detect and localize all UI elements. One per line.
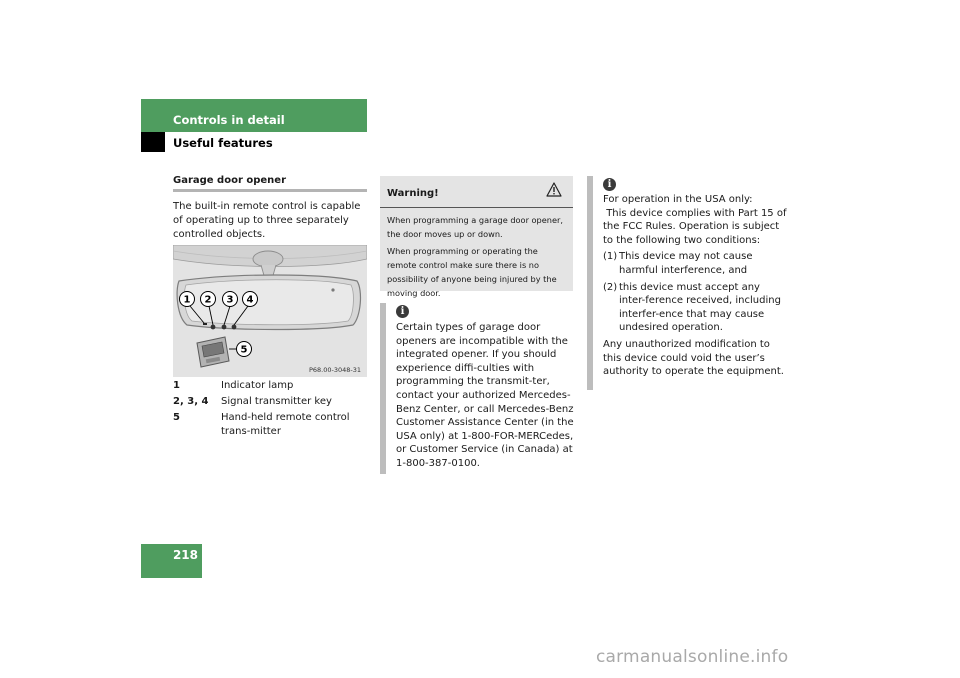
list-item-number: (2) xyxy=(603,281,618,293)
warning-body xyxy=(387,213,569,303)
chapter-title: Controls in detail xyxy=(173,113,285,127)
section-marker xyxy=(141,132,165,152)
garage-door-opener-heading: Garage door opener xyxy=(173,175,287,186)
legend-text: Signal transmitter key xyxy=(221,396,332,407)
legend-row xyxy=(173,378,370,394)
intro-paragraph: The built-in remote control is capable of operating up to three separately controlled objects. xyxy=(173,201,361,240)
figure-legend xyxy=(173,378,370,440)
legend-row xyxy=(173,394,370,410)
callout-3: 3 xyxy=(226,294,234,306)
info-sidebar-bar xyxy=(380,303,386,474)
callout-5: 5 xyxy=(240,344,248,356)
legend-row xyxy=(173,410,370,440)
warning-rule xyxy=(380,207,573,208)
list-item-text: This device may not cause harmful interference, and xyxy=(619,251,753,276)
page-number: 218 xyxy=(172,548,198,562)
watermark: carmanualsonline.info xyxy=(596,647,789,667)
callout-4: 4 xyxy=(246,294,254,306)
callout-1: 1 xyxy=(183,294,191,306)
info-icon: i xyxy=(396,305,409,318)
heading-rule xyxy=(173,189,367,192)
legend-key: 2, 3, 4 xyxy=(173,396,209,407)
info-sidebar-bar xyxy=(587,176,593,390)
compatibility-note: Certain types of garage door openers are incompatible with the integrated opener. If you should experience diffi-culties with programming the transmit-ter, contact your authorized Mercedes-Benz Center, or call Mercedes-Benz Customer Assistance Center (in the USA only) at 1-800-FOR-MERCedes, or Customer Service (in Canada) at 1-800-387-0100. xyxy=(396,322,574,469)
list-item xyxy=(603,250,788,277)
fcc-conditions-intro: This device complies with Part 15 of the FCC Rules. Operation is subject to the following two conditions: xyxy=(603,207,790,246)
list-item-number: (1) xyxy=(603,251,618,263)
warning-title: Warning! xyxy=(387,188,439,199)
warning-triangle-icon xyxy=(546,182,562,201)
fcc-lead: For operation in the USA only: xyxy=(603,194,753,205)
legend-key: 5 xyxy=(173,412,180,423)
rearview-mirror-figure xyxy=(173,245,367,377)
warning-paragraph: When programming or operating the remote control make sure there is no possibility of anyone being injured by the moving door. xyxy=(387,246,557,298)
fcc-closing: Any unauthorized modification to this device could void the user’s authority to operate the equipment. xyxy=(603,338,784,378)
figure-code: P68.00-3048-31 xyxy=(308,366,361,374)
warning-paragraph: When programming a garage door opener, the door moves up or down. xyxy=(387,215,563,239)
legend-text: Hand-held remote control trans-mitter xyxy=(221,412,350,437)
callout-2: 2 xyxy=(204,294,212,306)
list-item-text: this device must accept any inter-ference received, including interfer-ence that may cause undesired operation. xyxy=(619,281,781,334)
section-title: Useful features xyxy=(173,136,273,150)
fcc-note xyxy=(603,193,788,382)
legend-text: Indicator lamp xyxy=(221,380,294,391)
legend-key: 1 xyxy=(173,380,180,391)
info-icon: i xyxy=(603,178,616,191)
list-item xyxy=(603,281,788,335)
